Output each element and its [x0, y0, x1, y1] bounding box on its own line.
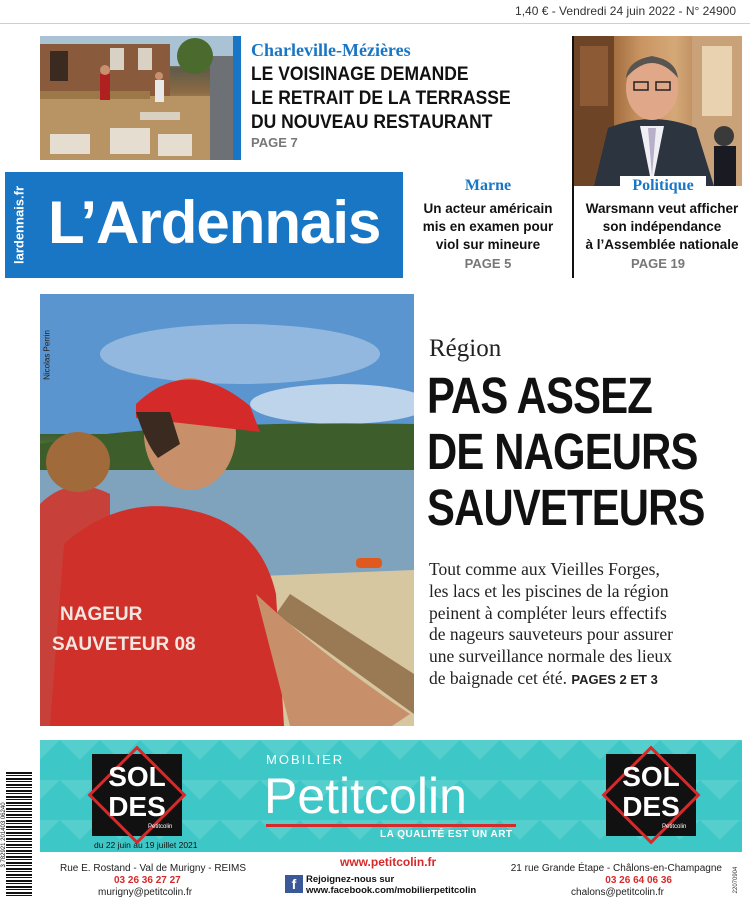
main-headline[interactable]	[427, 367, 705, 536]
left-store-address: Rue E. Rostand - Val de Murigny - REIMS	[60, 863, 246, 874]
teaser-title-line: son indépendance	[602, 219, 722, 234]
headline-line: SAUVETEURS	[427, 479, 705, 536]
headline-line: DE NAGEURS	[427, 423, 698, 480]
facebook-icon[interactable]: f	[285, 875, 303, 893]
main-kicker: Région	[429, 335, 502, 362]
headline-line: PAS ASSEZ	[427, 367, 653, 424]
teaser-title-line: DU NOUVEAU RESTAURANT	[251, 112, 493, 133]
facebook-link[interactable]: Rejoignez-nous sur www.facebook.com/mobilierpetitcolin	[306, 874, 477, 896]
body-line: une surveillance normale des lieux	[429, 646, 672, 667]
sale-brand: Petitcolin	[148, 824, 173, 830]
teaser-title[interactable]	[408, 200, 568, 254]
teaser-title-line: viol sur mineure	[435, 237, 541, 252]
body-line: Tout comme aux Vieilles Forges,	[429, 559, 660, 579]
teaser-title[interactable]	[578, 200, 746, 254]
teaser-kicker: Charleville-Mézières	[251, 40, 411, 60]
politician-photo	[574, 36, 742, 186]
teaser-page: PAGE 19	[631, 256, 685, 271]
shirt-text-line-1: NAGEUR	[60, 604, 143, 625]
sale-badge	[606, 754, 696, 836]
top-strip	[0, 0, 750, 24]
ad-subbrand: MOBILIER	[266, 752, 345, 767]
ad-tagline: LA QUALITÉ EST UN ART	[380, 829, 513, 840]
left-store-phone[interactable]: 03 26 36 27 27	[114, 875, 181, 886]
body-line: peinent à compléter leurs effectifs	[429, 602, 667, 623]
teaser-kicker: Politique	[632, 177, 694, 194]
body-line: de nageurs sauveteurs pour assurer	[429, 624, 673, 645]
teaser-title-line: Un acteur américain	[423, 201, 553, 216]
advertisement[interactable]	[40, 740, 742, 852]
small-code: 22070904	[733, 866, 739, 894]
ad-brand: Petitcolin	[264, 768, 467, 824]
left-store-email[interactable]: murigny@petitcolin.fr	[98, 887, 193, 898]
lifeguard-photo	[40, 294, 414, 726]
masthead-title[interactable]: L’Ardennais	[48, 189, 381, 256]
shirt-text-line-2: SAUVETEUR 08	[52, 634, 196, 655]
sale-brand: Petitcolin	[662, 824, 687, 830]
ad-website[interactable]: www.petitcolin.fr	[340, 855, 437, 869]
accent-bar	[233, 36, 241, 160]
ad-footer	[40, 852, 742, 898]
teaser-title-line: LE VOISINAGE DEMANDE	[251, 64, 469, 85]
teaser-page: PAGE 5	[464, 256, 512, 271]
right-store-phone[interactable]: 03 26 64 06 36	[605, 875, 672, 886]
sale-text: SOL DES	[108, 761, 166, 822]
teaser-title-line: LE RETRAIT DE LA TERRASSE	[251, 88, 511, 109]
issue-info: 1,40 € - Vendredi 24 juin 2022 - N° 24900	[515, 4, 736, 18]
barcode	[6, 772, 32, 898]
sale-text: SOL DES	[622, 761, 680, 822]
photo-credit: Nicolas Perrin	[42, 330, 52, 380]
main-body	[429, 559, 749, 691]
body-line: les lacs et les piscines de la région	[429, 580, 669, 601]
right-store-email[interactable]: chalons@petitcolin.fr	[571, 887, 664, 898]
masthead-url[interactable]: lardennais.fr	[11, 185, 27, 265]
teaser-title-line: à l’Assemblée nationale	[585, 237, 739, 252]
sale-dates: du 22 juin au 19 juillet 2021	[94, 840, 198, 850]
ad-divider	[266, 824, 516, 827]
sale-badge	[92, 754, 182, 836]
barcode-number: 3 782921 201403 06240	[1, 802, 7, 868]
teaser-title-line: Warsmann veut afficher	[585, 201, 739, 216]
body-line-last: de baignade cet été. PAGES 2 ET 3	[429, 667, 658, 688]
teaser-title[interactable]	[251, 63, 527, 135]
terrace-photo	[40, 36, 233, 160]
teaser-kicker: Marne	[464, 177, 512, 194]
teaser-title-line: mis en examen pour	[422, 219, 554, 234]
right-store-address: 21 rue Grande Étape - Châlons-en-Champagne	[510, 863, 722, 874]
teaser-page: PAGE 7	[251, 135, 298, 150]
article-pages: PAGES 2 ET 3	[571, 671, 658, 687]
